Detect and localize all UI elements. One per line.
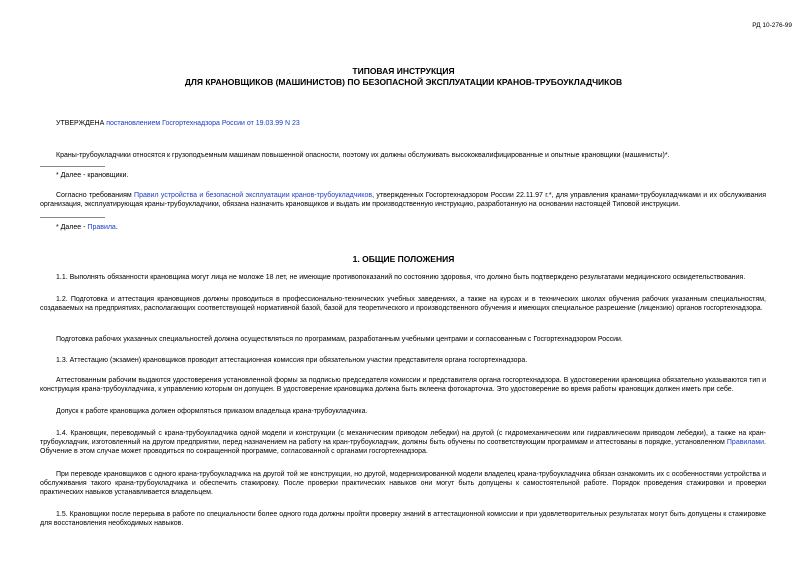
paragraph-1-4 [40, 429, 766, 456]
paragraph-1-3c: Допуск к работе крановщика должен оформляться приказом владельца крана-трубоукладчика. [56, 408, 368, 415]
paragraph-1-5: 1.5. Крановщики после перерыва в работе по специальности более одного года должны пройти проверку знаний в аттестационной комиссии и при удовлетворительных результатах могут быть допущены к стажировке для восстановления необходимых навыков. [40, 511, 766, 527]
footnote-divider-1 [40, 166, 105, 167]
p1-4-text-before: 1.4. Крановщик, переводимый с крана-трубоукладчика одной модели и конструкции (с механическим приводом лебедки) на другой (с гидромеханическим или гидравлическим приводом лебедки), а также на кран-трубоукладчик, изготовленный на другом предприятии, перед назначением на работу на кран-трубоукладчик, должны быть обучены по соответствующим программам и аттестованы в порядке, установленном [40, 430, 766, 446]
document-code: РД 10-276-99 [752, 22, 792, 29]
title-line-1: ТИПОВАЯ ИНСТРУКЦИЯ [352, 66, 455, 76]
section-1-title: 1. ОБЩИЕ ПОЛОЖЕНИЯ [352, 254, 455, 264]
rules-text-after: , утвержденных Госгортехнадзором России 22.11.97 г.*, для управления кранами-трубоукладчиками и их обслуживания организация, эксплуатирующая краны-трубоукладчики, обязана назначить крановщиков и выдать им производственную инструкцию, разработанную на основании настоящей Типовой инструкции. [40, 192, 767, 208]
rules-text-before: Согласно требованиям [56, 192, 135, 199]
approval-decree-link[interactable]: постановлением Госгортехнадзора России от 19.03.99 N 23 [106, 120, 300, 127]
paragraph-1-3b: Аттестованным рабочим выдаются удостоверения установленной формы за подписью председателя комиссии и представителя органа госгортехнадзора. В удостоверении крановщика обязательно указываются тип и конструкция крана-трубоукладчика, к управлению которым он допущен. В удостоверение крановщика должна быть вклеена фотокарточка. Это удостоверение во время работы крановщик должен иметь при себе. [40, 377, 766, 393]
footnote-2-suffix: . [115, 224, 118, 231]
p1-4-text-after: . Обучение в этом случае может проводиться по сокращенной программе, согласованной с органами госгортехнадзора. [40, 439, 766, 455]
paragraph-1-2b: Подготовка рабочих указанных специальностей должна осуществляться по программам, разработанным учебными центрами и согласованным с Госгортехнадзором России. [56, 336, 623, 343]
paragraph-1-3: 1.3. Аттестацию (экзамен) крановщиков проводит аттестационная комиссия при обязательном участии представителя органа госгортехнадзора. [56, 357, 528, 364]
paragraph-1-4b: При переводе крановщиков с одного крана-трубоукладчика на другой той же конструкции, но другой, модернизированной модели владелец крана-трубоукладчика обязан ознакомить их с особенностями устройства и обслуживания такого крана-трубоукладчика и обеспечить стажировку. После проверки практических навыков они могут быть допущены к самостоятельной работе. Порядок проведения стажировки и проверки практических навыков устанавливается владельцем. [40, 471, 766, 496]
p1-4-rules-link[interactable]: Правилами [726, 439, 765, 446]
document-title [0, 66, 807, 88]
paragraph-1-2: 1.2. Подготовка и аттестация крановщиков должны проводиться в профессионально-технических учебных заведениях, а также на курсах и в технических школах обучения рабочих указанным специальностям, создаваемых на предприятиях, располагающих соответствующей нормативной базой, базой для теоретического и производственного обучения и имеющих специальное разрешение (лицензию) органов госгортехнадзора. [40, 296, 766, 312]
rules-paragraph [40, 191, 766, 209]
footnote-divider-2 [40, 217, 105, 218]
paragraph-1-1: 1.1. Выполнять обязанности крановщика могут лица не моложе 18 лет, не имеющие противопоказаний по состоянию здоровья, что должно быть подтверждено результатами медицинского освидетельствования. [56, 274, 746, 281]
rules-link[interactable]: Правил устройства и безопасной эксплуатации кранов-трубоукладчиков [134, 192, 373, 199]
title-line-2: ДЛЯ КРАНОВЩИКОВ (МАШИНИСТОВ) ПО БЕЗОПАСНОЙ ЭКСПЛУАТАЦИИ КРАНОВ-ТРУБОУКЛАДЧИКОВ [184, 77, 623, 87]
approval-line [56, 119, 300, 128]
approved-label: УТВЕРЖДЕНА [56, 120, 105, 127]
footnote-rules-link[interactable]: Правила [87, 224, 116, 231]
footnote-1: * Далее - крановщики. [56, 172, 129, 179]
intro-paragraph: Краны-трубоукладчики относятся к грузоподъемным машинам повышенной опасности, поэтому их должны обслуживать высококвалифицированные и опытные крановщики (машинисты)*. [56, 152, 670, 159]
footnote-2-prefix: * Далее - [56, 224, 88, 231]
footnote-2 [56, 223, 118, 232]
